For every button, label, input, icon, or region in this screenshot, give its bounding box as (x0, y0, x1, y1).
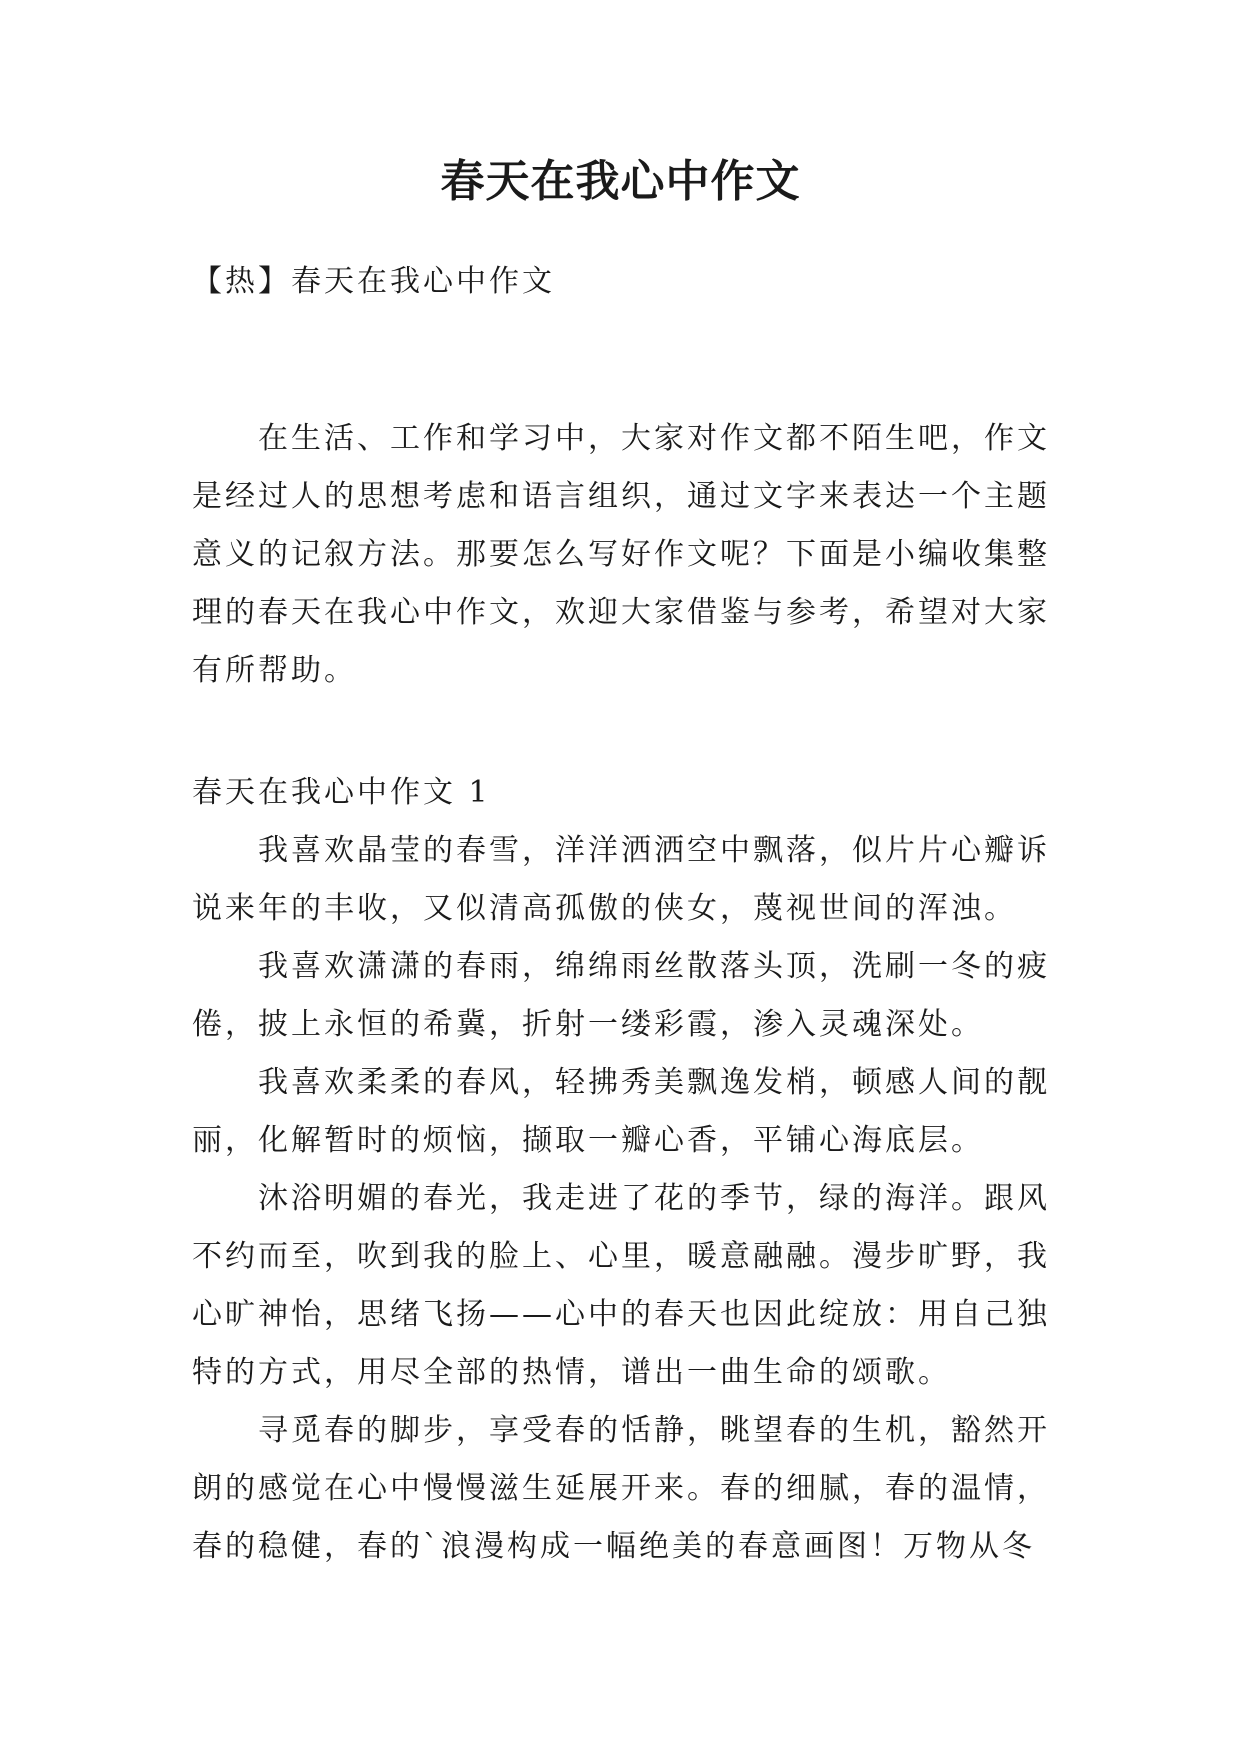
essay-line: 倦，披上永恒的希冀，折射一缕彩霞，渗入灵魂深处。 (192, 1007, 984, 1042)
intro-line: 是经过人的思想考虑和语言组织，通过文字来表达一个主题 (192, 479, 1050, 514)
essay-line: 我喜欢晶莹的春雪，洋洋洒洒空中飘落，似片片心瓣诉 (258, 833, 1050, 868)
essay-line: 心旷神怡，思绪飞扬——心中的春天也因此绽放：用自己独 (192, 1297, 1050, 1332)
section-heading: 春天在我心中作文 1 (192, 775, 491, 810)
essay-line: 沐浴明媚的春光，我走进了花的季节，绿的海洋。跟风 (258, 1181, 1050, 1216)
intro-line: 理的春天在我心中作文，欢迎大家借鉴与参考，希望对大家 (192, 595, 1050, 630)
essay-line: 我喜欢柔柔的春风，轻拂秀美飘逸发梢，顿感人间的靓 (258, 1065, 1050, 1100)
intro-line: 有所帮助。 (192, 653, 357, 688)
essay-line: 我喜欢潇潇的春雨，绵绵雨丝散落头顶，洗刷一冬的疲 (258, 949, 1050, 984)
intro-paragraph (192, 410, 1062, 700)
essay-section (192, 764, 1062, 1576)
essay-line: 特的方式，用尽全部的热情，谱出一曲生命的颂歌。 (192, 1355, 951, 1390)
essay-line: 朗的感觉在心中慢慢滋生延展开来。春的细腻，春的温情， (192, 1471, 1050, 1506)
intro-line: 在生活、工作和学习中，大家对作文都不陌生吧，作文 (258, 421, 1050, 456)
essay-line: 丽，化解暂时的烦恼，撷取一瓣心香，平铺心海底层。 (192, 1123, 984, 1158)
essay-line: 说来年的丰收，又似清高孤傲的侠女，蔑视世间的浑浊。 (192, 891, 1017, 926)
document-subtitle: 【热】春天在我心中作文 (192, 264, 555, 299)
essay-line: 不约而至，吹到我的脸上、心里，暖意融融。漫步旷野，我 (192, 1239, 1050, 1274)
document-title: 春天在我心中作文 (440, 156, 801, 207)
essay-line: 寻觅春的脚步，享受春的恬静，眺望春的生机，豁然开 (258, 1413, 1050, 1448)
intro-line: 意义的记叙方法。那要怎么写好作文呢？下面是小编收集整 (192, 537, 1050, 572)
essay-line: 春的稳健，春的`浪漫构成一幅绝美的春意画图！万物从冬 (192, 1529, 1035, 1564)
